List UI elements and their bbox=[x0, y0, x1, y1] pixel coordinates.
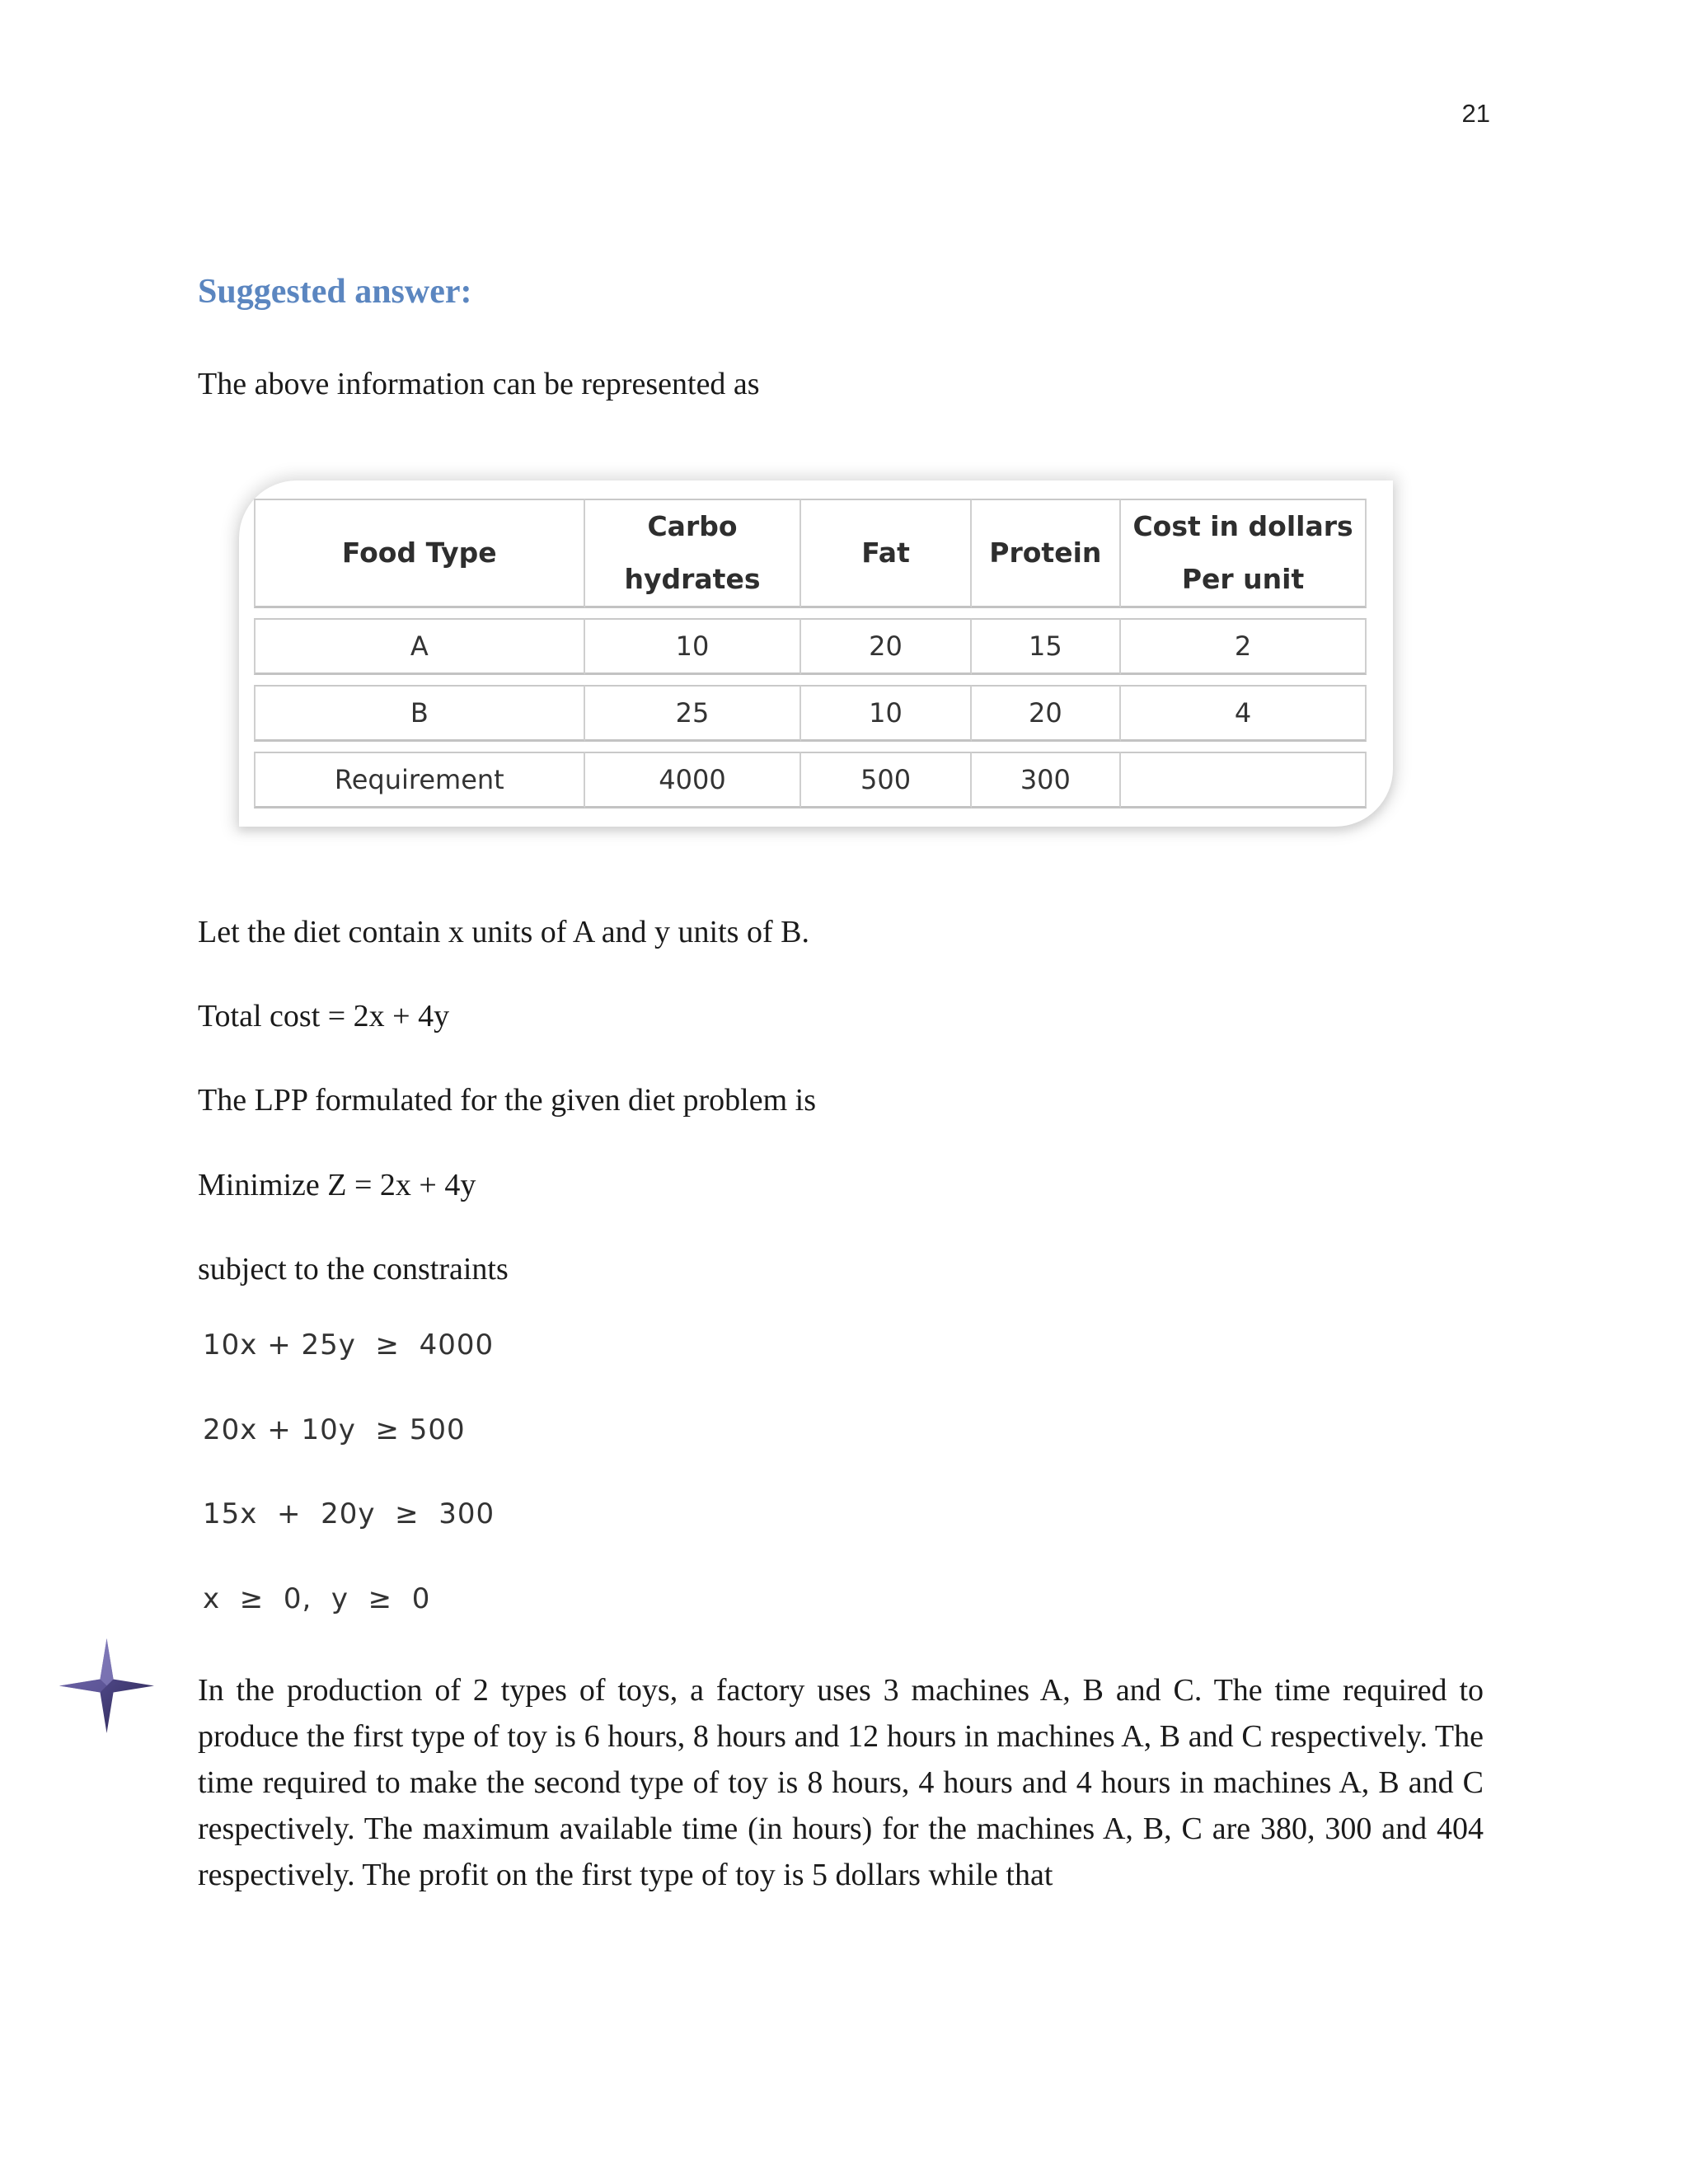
cell-fat: 20 bbox=[801, 618, 971, 675]
diet-definition-text: Let the diet contain x units of A and y units of B. bbox=[198, 915, 809, 949]
problem-statement: In the production of 2 types of toys, a factory uses 3 machines A, B and C. The time required to produce the first type of toy is 6 hours, 8 hours and 12 hours in machines A, B and C respectively. The time required to make the second type of toy is 8 hours, 4 hours and 4 hours in machines A, B and C respectively. The maximum available time (in hours) for the machines A, B, C are 380, 300 and 404 respectively. The profit on the first type of toy is 5 dollars while that bbox=[198, 1673, 1484, 1892]
cell-protein: 15 bbox=[972, 618, 1121, 675]
cell-cost: 4 bbox=[1121, 685, 1367, 742]
constraint-nonnegativity: x ≥ 0, y ≥ 0 bbox=[203, 1582, 431, 1615]
header-fat: Fat bbox=[801, 499, 971, 608]
constraint-carbohydrates: 10x + 25y ≥ 4000 bbox=[203, 1329, 495, 1361]
cell-carb: 25 bbox=[585, 685, 802, 742]
four-point-star-icon bbox=[59, 1638, 154, 1733]
food-table bbox=[254, 489, 1367, 818]
table-row bbox=[254, 618, 1367, 675]
cell-food: B bbox=[254, 685, 585, 742]
table-header-row bbox=[254, 499, 1367, 608]
objective-text: Minimize Z = 2x + 4y bbox=[198, 1168, 476, 1202]
section-heading: Suggested answer: bbox=[198, 273, 472, 311]
cell-protein: 20 bbox=[972, 685, 1121, 742]
cell-fat: 10 bbox=[801, 685, 971, 742]
total-cost-text: Total cost = 2x + 4y bbox=[198, 999, 450, 1033]
header-carbohydrates: Carbo hydrates bbox=[585, 499, 802, 608]
cell-cost bbox=[1121, 752, 1367, 808]
constraint-protein: 15x + 20y ≥ 300 bbox=[203, 1497, 495, 1530]
constraint-fat: 20x + 10y ≥ 500 bbox=[203, 1413, 466, 1446]
constraints-intro-text: subject to the constraints bbox=[198, 1252, 509, 1286]
food-table-wrapper bbox=[254, 499, 1367, 818]
intro-text: The above information can be represented as bbox=[198, 367, 760, 401]
food-table-card bbox=[239, 480, 1393, 827]
cell-carb: 4000 bbox=[585, 752, 802, 808]
cell-food: Requirement bbox=[254, 752, 585, 808]
cell-food: A bbox=[254, 618, 585, 675]
table-row bbox=[254, 752, 1367, 808]
header-protein: Protein bbox=[972, 499, 1121, 608]
cell-carb: 10 bbox=[585, 618, 802, 675]
header-cost: Cost in dollars Per unit bbox=[1121, 499, 1367, 608]
header-food-type: Food Type bbox=[254, 499, 585, 608]
page-number: 21 bbox=[1461, 99, 1490, 128]
cell-fat: 500 bbox=[801, 752, 971, 808]
cell-protein: 300 bbox=[972, 752, 1121, 808]
table-row bbox=[254, 685, 1367, 742]
lpp-text: The LPP formulated for the given diet problem is bbox=[198, 1083, 816, 1118]
cell-cost: 2 bbox=[1121, 618, 1367, 675]
